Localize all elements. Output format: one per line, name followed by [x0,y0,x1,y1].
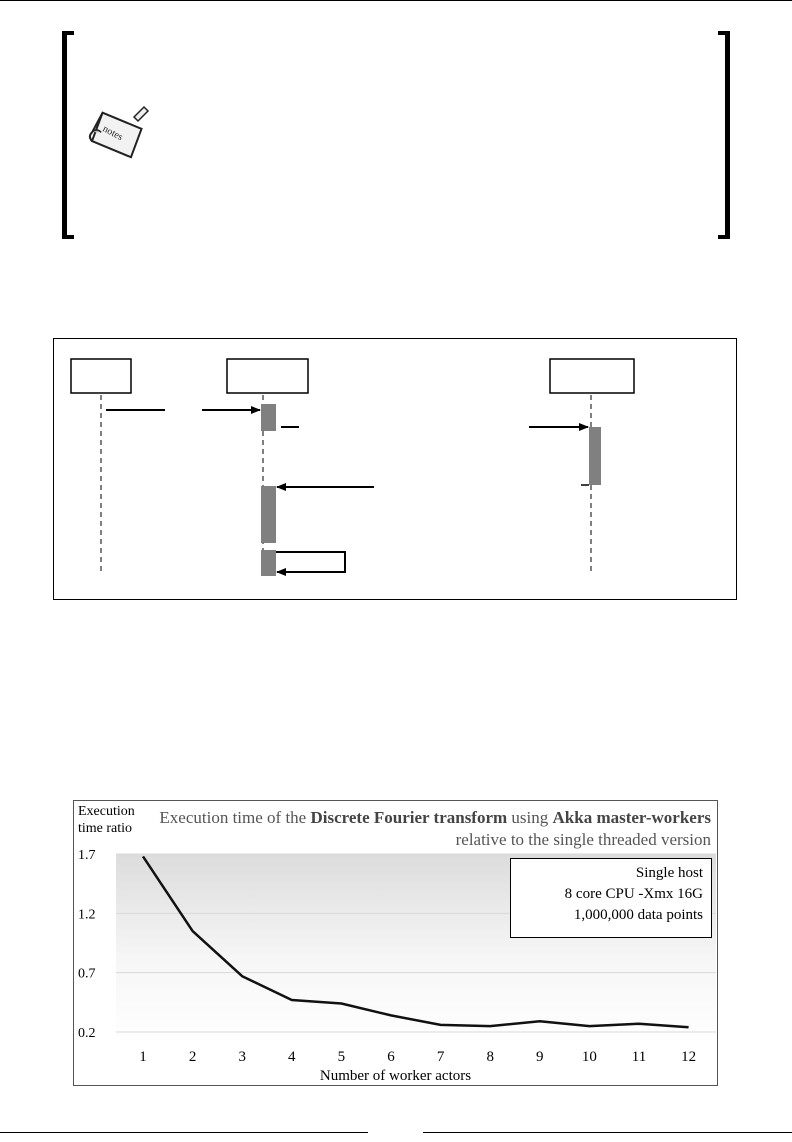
chart-title-part-5: relative to the single threaded version [455,830,711,849]
chart-frame [73,800,718,1086]
legend-line-3: 1,000,000 data points [573,907,703,923]
x-tick-label: 10 [581,1049,597,1065]
footer-rule-right [423,1132,792,1133]
y-axis-label-line-1: Execution [78,804,135,819]
x-tick-label: 8 [486,1049,494,1065]
y-tick-label: 1.2 [78,907,96,923]
x-tick-label: 4 [288,1049,296,1065]
y-axis-label-line-2: time ratio [78,821,133,836]
notes-icon [84,105,154,165]
activation-bar-3 [261,486,276,543]
x-tick-label: 2 [188,1049,197,1065]
x-axis-label: Number of worker actors [319,1068,472,1084]
x-tick-label: 7 [436,1049,445,1065]
chart-legend [510,858,712,938]
footer-rule-left [0,1132,368,1133]
y-tick-label: 1.7 [78,848,96,863]
note-bracket-right [718,31,730,239]
participant-box-1 [71,359,131,393]
sequence-diagram [53,338,737,600]
x-tick-label: 9 [536,1049,544,1065]
activation-bar-1 [261,404,276,431]
sequence-diagram-canvas [54,339,738,601]
participant-box-3 [550,359,634,393]
x-tick-label: 11 [631,1049,647,1065]
x-tick-label: 3 [238,1049,246,1065]
activation-bar-2 [589,427,601,485]
x-tick-label: 12 [681,1049,697,1065]
svg-text:notes: notes [100,123,125,144]
top-rule [0,0,792,1]
chart-title [151,807,711,851]
y-tick-label: 0.2 [78,1026,96,1041]
self-message-arrow [276,552,345,572]
chart-title-part-3: using [507,808,553,827]
legend-line-2: 8 core CPU -Xmx 16G [564,886,703,902]
legend-line-1: Single host [635,865,703,881]
chart-title-part-2: Discrete Fourier transform [310,808,508,827]
participant-box-2 [227,359,308,393]
x-tick-label: 5 [337,1049,346,1065]
note-box [62,31,730,239]
x-tick-label: 6 [387,1049,395,1065]
note-bracket-left [62,31,74,239]
y-tick-label: 0.7 [78,966,96,982]
chart-title-part-1: Execution time of the [159,808,311,827]
x-tick-label: 1 [139,1049,147,1065]
y-axis-label [78,803,135,837]
activation-bar-4 [261,550,276,576]
chart-title-part-4: Akka master-workers [552,808,711,827]
